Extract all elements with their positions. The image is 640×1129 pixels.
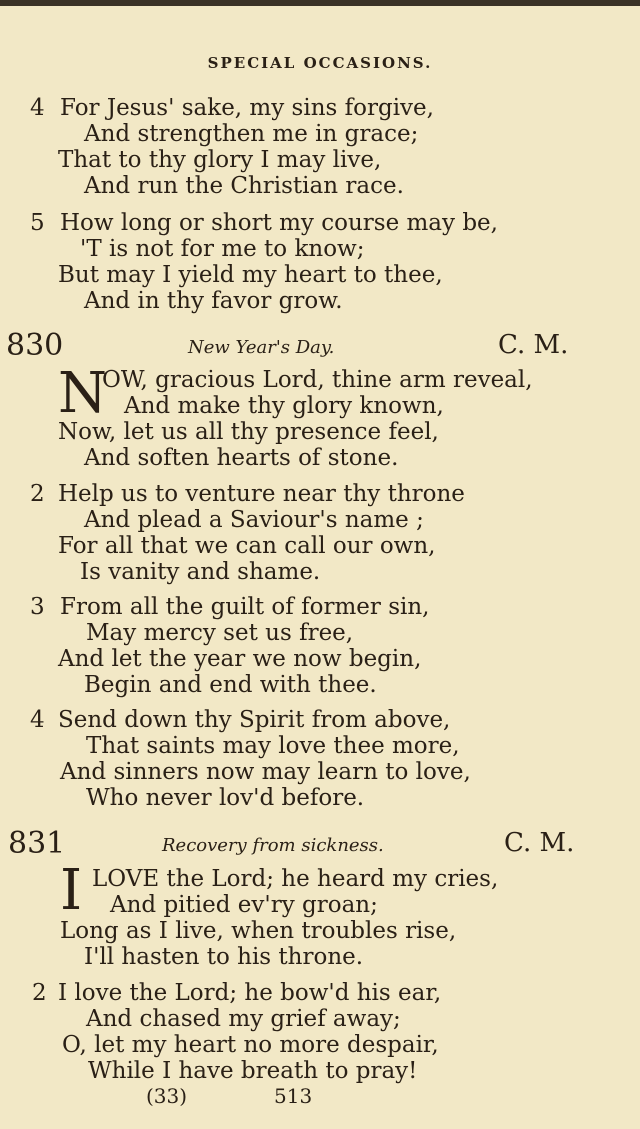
verse-line: Begin and end with thee. xyxy=(84,672,377,698)
hymn-meter: C. M. xyxy=(504,828,575,858)
verse-line: Is vanity and shame. xyxy=(80,559,321,585)
hymn-title: New Year's Day. xyxy=(188,337,335,358)
verse-line: That to thy glory I may live, xyxy=(58,147,382,173)
drop-cap: N xyxy=(58,361,107,426)
verse-line: Who never lov'd before. xyxy=(86,785,365,811)
verse-line: 'T is not for me to know; xyxy=(80,236,365,262)
verse-line: Send down thy Spirit from above, xyxy=(58,707,451,733)
verse-line: And run the Christian race. xyxy=(84,173,404,199)
verse-line: OW, gracious Lord, thine arm reveal, xyxy=(102,367,533,393)
verse-line: And let the year we now begin, xyxy=(58,646,422,672)
stanza-number: 2 xyxy=(32,980,47,1006)
verse-line: And strengthen me in grace; xyxy=(84,121,419,147)
signature-mark: (33) xyxy=(146,1084,188,1108)
verse-line: For Jesus' sake, my sins forgive, xyxy=(60,95,434,121)
verse-line: And pitied ev'ry groan; xyxy=(110,892,378,918)
hymn-number: 830 xyxy=(6,328,64,363)
verse-line: And make thy glory known, xyxy=(124,393,444,419)
stanza-number: 2 xyxy=(30,481,45,507)
verse-line: And plead a Saviour's name ; xyxy=(84,507,424,533)
page-number: 513 xyxy=(274,1084,313,1108)
hymn-title: Recovery from sickness. xyxy=(162,835,384,856)
verse-line: And sinners now may learn to love, xyxy=(60,759,471,785)
page-top-edge xyxy=(0,0,640,6)
verse-line: That saints may love thee more, xyxy=(86,733,460,759)
stanza-number: 5 xyxy=(30,210,45,236)
verse-line: And soften hearts of stone. xyxy=(84,445,399,471)
verse-line: While I have breath to pray! xyxy=(88,1058,418,1084)
verse-line: How long or short my course may be, xyxy=(60,210,498,236)
verse-line: O, let my heart no more despair, xyxy=(62,1032,439,1058)
page-header: SPECIAL OCCASIONS. xyxy=(207,54,433,72)
verse-line: From all the guilt of former sin, xyxy=(60,594,430,620)
verse-line: Help us to venture near thy throne xyxy=(58,481,465,507)
verse-line: And chased my grief away; xyxy=(86,1006,401,1032)
verse-line: I'll hasten to his throne. xyxy=(84,944,364,970)
hymn-number: 831 xyxy=(8,826,66,861)
verse-line: Now, let us all thy presence feel, xyxy=(58,419,439,445)
verse-line: For all that we can call our own, xyxy=(58,533,436,559)
hymn-meter: C. M. xyxy=(498,330,569,360)
drop-cap: I xyxy=(60,858,83,923)
verse-line: May mercy set us free, xyxy=(86,620,354,646)
stanza-number: 3 xyxy=(30,594,45,620)
verse-line: Long as I live, when troubles rise, xyxy=(60,918,457,944)
verse-line: I love the Lord; he bow'd his ear, xyxy=(58,980,442,1006)
stanza-number: 4 xyxy=(30,95,45,121)
verse-line: LOVE the Lord; he heard my cries, xyxy=(92,866,499,892)
verse-line: But may I yield my heart to thee, xyxy=(58,262,443,288)
verse-line: And in thy favor grow. xyxy=(84,288,343,314)
stanza-number: 4 xyxy=(30,707,45,733)
